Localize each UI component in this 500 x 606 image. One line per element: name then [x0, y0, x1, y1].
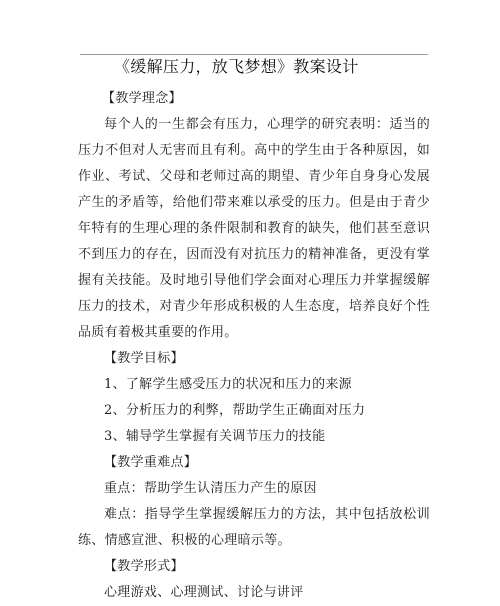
document-page	[78, 56, 430, 606]
section-heading-concept: 【教学理念】	[102, 91, 182, 106]
goal-item-1: 1、了解学生感受压力的状况和压力的来源	[104, 377, 352, 392]
goal-item-3: 3、辅导学生掌握有关调节压力的技能	[104, 429, 326, 444]
format-text: 心理游戏、心理测试、讨论与讲评	[104, 585, 304, 600]
section-heading-goals: 【教学目标】	[104, 351, 184, 366]
header-rule	[80, 54, 428, 55]
section-heading-key-points: 【教学重难点】	[104, 455, 198, 470]
key-point-difficulty: 难点：指导学生掌握缓解压力的方法，其中包括放松训练、情感宣泄、积极的心理暗示等。	[78, 507, 430, 548]
document-title: 《缓解压力，放飞梦想》教案设计	[114, 57, 359, 76]
goal-item-2: 2、分析压力的利弊，帮助学生正确面对压力	[104, 403, 366, 418]
concept-paragraph: 每个人的一生都会有压力，心理学的研究表明：适当的压力不但对人无害而且有利。高中的学生由于各种原因，如作业、考试、父母和老师过高的期望、青少年自身身心发展产生的矛盾等，给他们带来难以承受的压力。但是由于青少年特有的生理心理的条件限制和教育的缺失，他们甚至意识不到压力的存在，因而没有对抗压力的精神准备，更没有掌握有关技能。及时地引导他们学会面对心理压力并掌握缓解压力的技术，对青少年形成积极的人生态度，培养良好个性品质有着极其重要的作用。	[78, 117, 430, 340]
key-point-focus: 重点：帮助学生认清压力产生的原因	[104, 481, 317, 496]
section-heading-format: 【教学形式】	[104, 559, 184, 574]
